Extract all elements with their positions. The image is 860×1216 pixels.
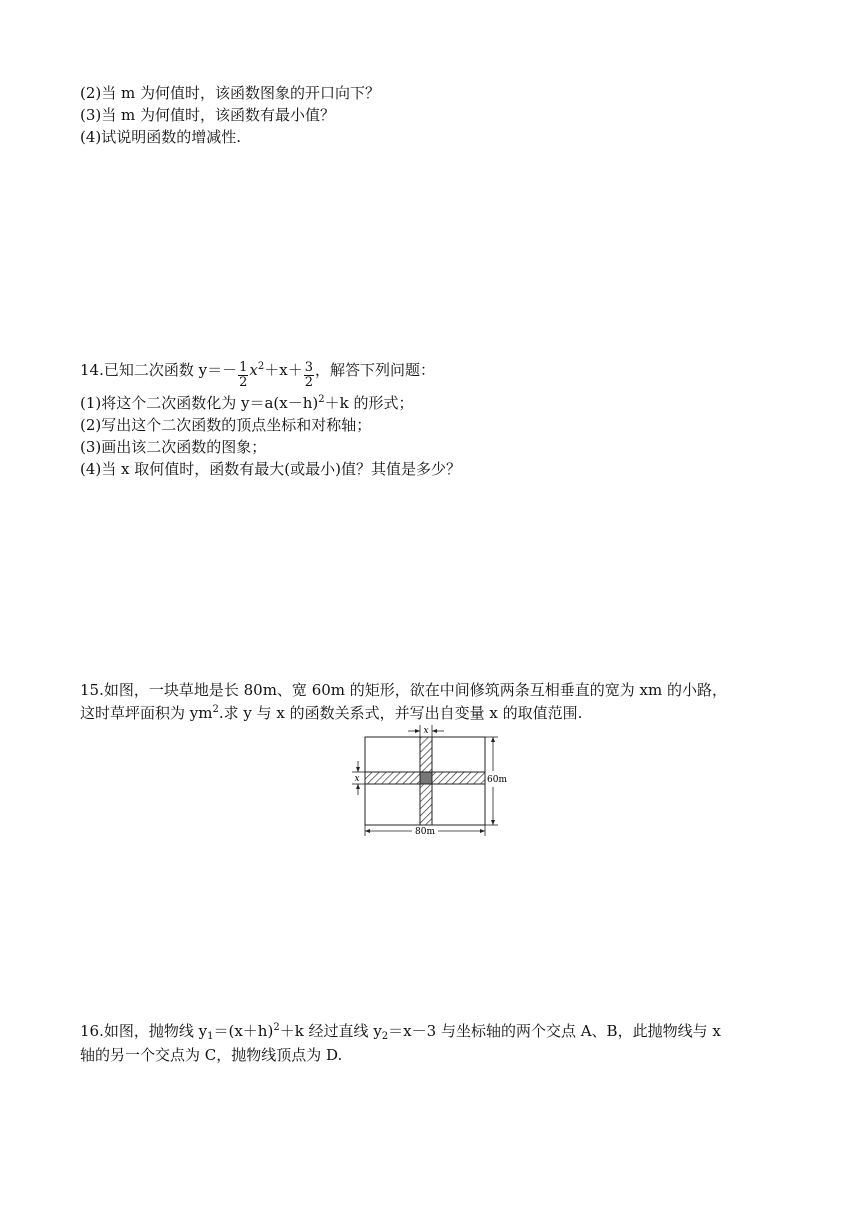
q14-frac1-num: 1: [239, 360, 248, 375]
q16-line1-sub1: 1: [207, 1031, 214, 1042]
width-label: 80m: [415, 827, 435, 837]
q14-part2: (2)写出这个二次函数的顶点坐标和对称轴；: [80, 416, 372, 434]
q14-intro-b-sup: 2: [257, 361, 265, 372]
q14-number: 14.: [80, 361, 104, 379]
height-label: 60m: [487, 775, 507, 785]
q14-frac2-num: 3: [304, 360, 313, 375]
q16-line1-b: ＝(x＋h): [213, 1022, 274, 1040]
q14-part3: (3)画出该二次函数的图象；: [80, 438, 267, 456]
q14-intro-c: ＋x＋: [264, 361, 303, 379]
q14-part1-b: ＋k 的形式；: [324, 394, 414, 412]
left-x-label: x: [354, 774, 360, 784]
q14-intro-b: x: [249, 361, 258, 379]
q14-intro-d: ，解答下列问题：: [314, 361, 435, 379]
q13-part3: (3)当 m 为何值时，该函数有最小值？: [80, 106, 336, 124]
q15-line2-a: 这时草坪面积为 ym: [80, 704, 213, 722]
q14-frac2-den: 2: [304, 375, 313, 390]
q16-line1-a: 16.如图，抛物线 y: [80, 1022, 208, 1040]
q14-intro: [80, 360, 435, 390]
top-x-label: x: [423, 726, 429, 736]
q15-line2-sup: 2: [212, 704, 219, 715]
path-intersection: [420, 772, 432, 784]
q14-frac1-den: 2: [239, 375, 248, 390]
q16-line1-d: ＝x－3 与坐标轴的两个交点 A、B，此抛物线与 x: [388, 1022, 721, 1040]
q14-part4: (4)当 x 取何值时，函数有最大(或最小)值？其值是多少？: [80, 460, 461, 478]
lawn-figure: [350, 723, 515, 838]
q16-line1-c: ＋k 经过直线 y: [279, 1022, 382, 1040]
q16-line2: 轴的另一个交点为 C，抛物线顶点为 D.: [80, 1046, 343, 1064]
q15-line1: 15.如图，一块草地是长 80m、宽 60m 的矩形，欲在中间修筑两条互相垂直的宽为 xm 的小路，: [80, 681, 728, 699]
q13-part2: (2)当 m 为何值时，该函数图象的开口向下？: [80, 84, 381, 102]
q15-line2: [80, 703, 582, 723]
q14-part1-a: (1)将这个二次函数化为 y＝a(x－h): [80, 394, 319, 412]
q14-fraction-1: [238, 361, 248, 390]
q14-part1-sup: 2: [318, 394, 325, 405]
q14-intro-a: 已知二次函数 y＝－: [103, 361, 238, 379]
q16-line1-sup: 2: [273, 1022, 280, 1033]
q14-fraction-2: [304, 361, 314, 390]
q16-line1: [80, 1021, 721, 1041]
q16-line1-sub2: 2: [381, 1031, 389, 1042]
q14-part1: [80, 393, 414, 413]
q15-line2-b: .求 y 与 x 的函数关系式，并写出自变量 x 的取值范围.: [218, 704, 583, 722]
q13-part4: (4)试说明函数的增减性.: [80, 128, 242, 146]
